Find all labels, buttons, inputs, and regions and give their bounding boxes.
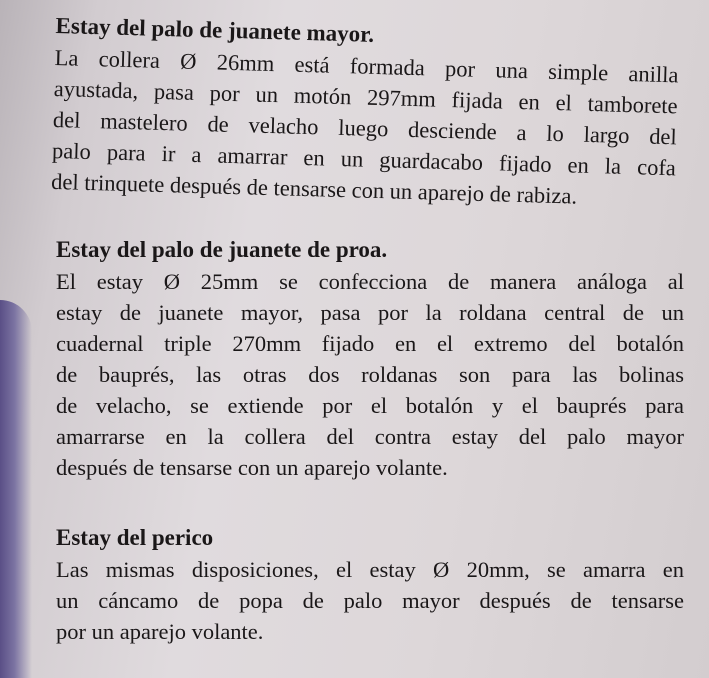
section-heading: Estay del palo de juanete mayor.: [55, 12, 375, 47]
section-juanete-proa: [56, 236, 686, 483]
paragraph-line: cuadernal triple 270mm fijado en el extremo del botalón: [56, 331, 684, 356]
paragraph-line: amarrarse en la collera del contra estay del palo mayor: [56, 424, 684, 449]
paragraph-line: del mastelero de velacho luego desciende a lo largo del: [52, 106, 678, 150]
section-juanete-mayor: [51, 12, 686, 215]
paragraph-line: de velacho, se extiende por el botalón y el bauprés para: [56, 393, 684, 418]
section-heading: Estay del perico: [56, 525, 214, 550]
paragraph-line: por un aparejo volante.: [56, 619, 264, 644]
paragraph-line: del trinquete después de tensarse con un aparejo de rabiza.: [50, 168, 578, 209]
paragraph-line: de bauprés, las otras dos roldanas son para las bolinas: [56, 362, 684, 387]
paragraph-line: La collera Ø 26mm está formada por una simple anilla: [54, 44, 679, 88]
paragraph-line: después de tensarse con un aparejo volante.: [56, 455, 448, 480]
section-perico: [56, 524, 686, 647]
paragraph-line: ayustada, pasa por un motón 297mm fijada en el tamborete: [53, 75, 678, 119]
section-paragraph: [56, 266, 686, 483]
paragraph-line: Las mismas disposiciones, el estay Ø 20mm, se amarra en: [56, 557, 684, 582]
paragraph-line: un cáncamo de popa de palo mayor después de tensarse: [56, 588, 684, 613]
section-heading: Estay del palo de juanete de proa.: [56, 237, 388, 262]
section-paragraph: [56, 554, 686, 647]
paragraph-line: estay de juanete mayor, pasa por la roldana central de un: [56, 300, 684, 325]
paragraph-line: palo para ir a amarrar en un guardacabo fijado en la cofa: [51, 137, 677, 181]
section-paragraph: [51, 42, 685, 215]
paragraph-line: El estay Ø 25mm se confecciona de manera análoga al: [56, 269, 684, 294]
